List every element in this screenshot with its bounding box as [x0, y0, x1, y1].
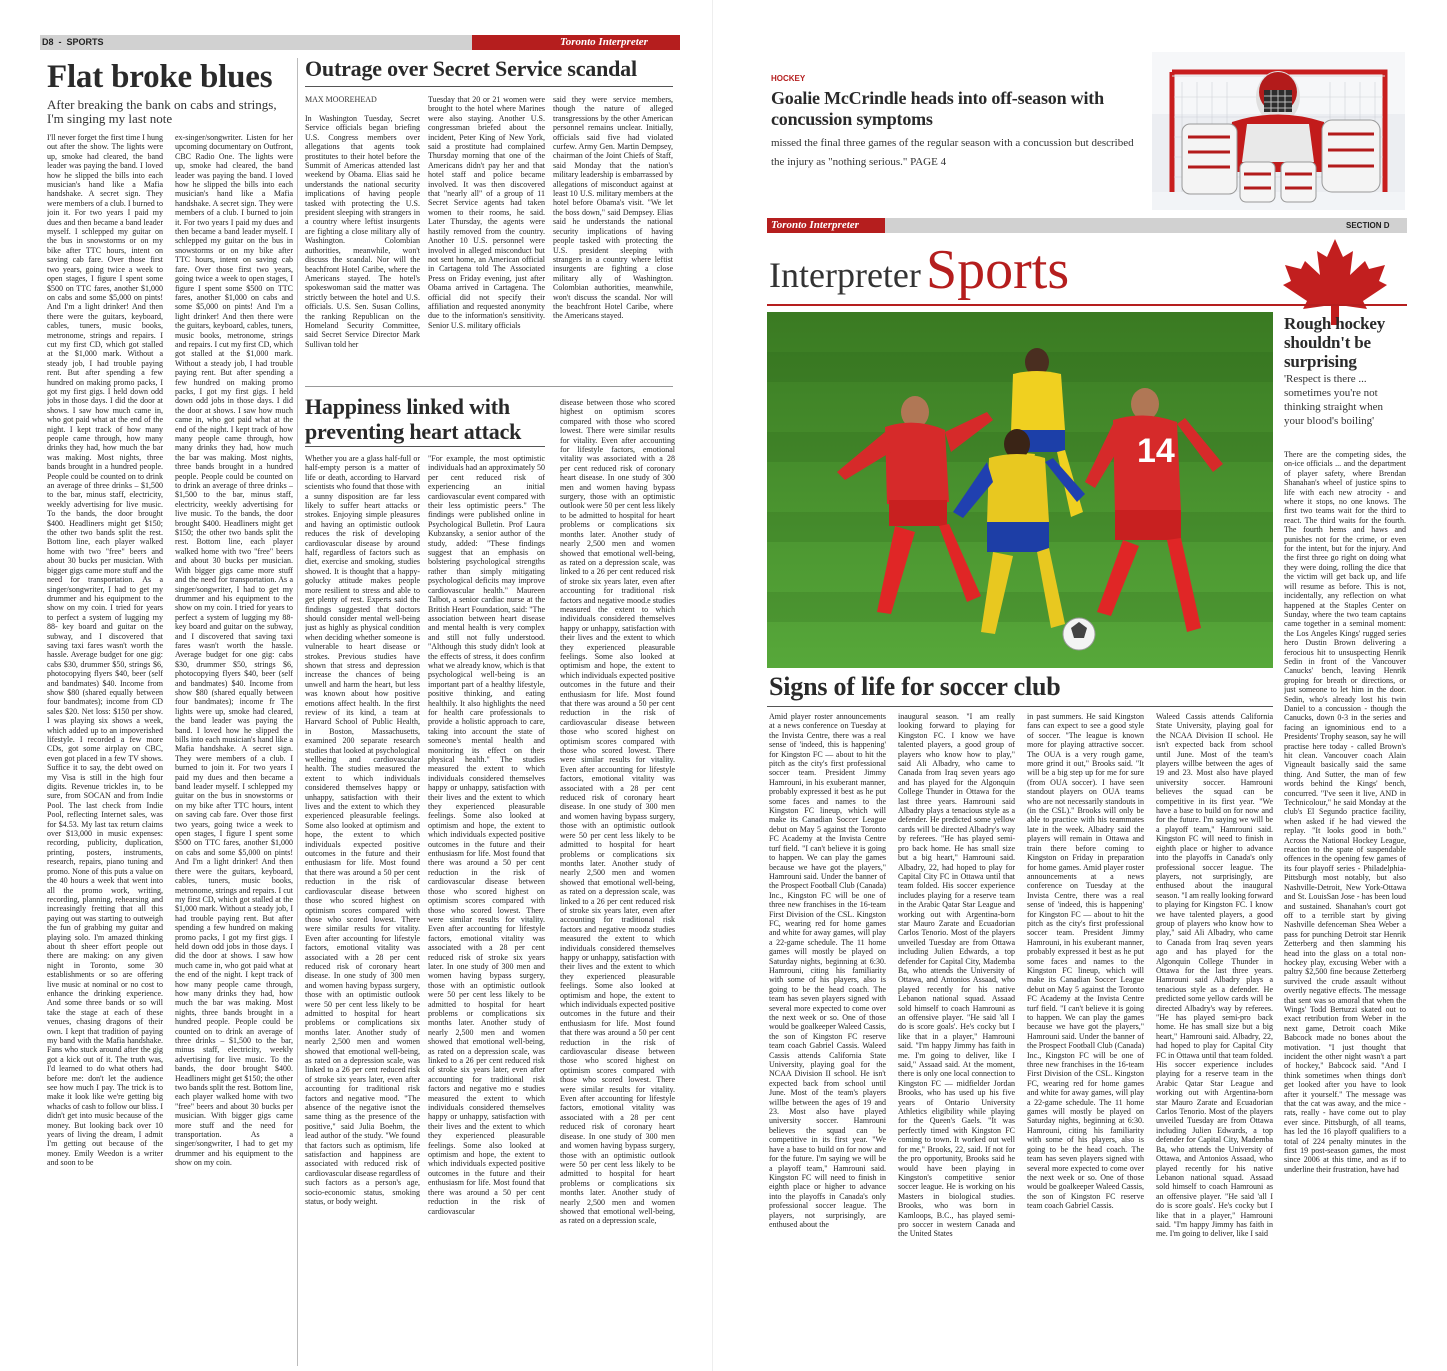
jersey-number: 14 — [1137, 432, 1175, 470]
teaser-body: missed the final three games of the regular season with a concussion but described the injury as "nothing serious." PAGE 4 — [771, 137, 1134, 168]
soccer-photo — [767, 312, 1273, 668]
secret-service-col2: Tuesday that 20 or 21 women were brought to the hotel where Marines were also staying. Another U.S. congressman briefed about the incident, Peter King of New York, said a prostitute had complained Thursday morning that one of the Americans didn't pay her and that hotel staff and police became involved. It was then discovered that "nearly all" of a group of 11 Secret Service agents had taken women to their rooms, he said. Later Thursday, the agents were hastily removed from the country. Another 10 U.S. personnel were involved in alleged misconduct but not sent home, an American official in Cartagena told The Associated Press on Friday evening, just after Obama arrived in Cartagena. The official did not specify their affiliation and requested anonymity due to the information's sensitivity. Senior U.S. military officials — [428, 95, 545, 330]
right-masthead: Toronto Interpreter — [771, 219, 859, 231]
left-masthead: Toronto Interpreter — [560, 36, 648, 48]
soccer-col4: Waleed Cassis attends California State University, playing goal for the NCAA Division II school. He isn't expected back from school until June. Most of the team's players willbe between the ages of 19 and 23. Most also have played university soccer. Hamrouni believes the squad can be competitive in its first year. "We have a base to build on for now and for the future. I'm saying we will be a playoff team," Hamrouni said. Kingston FC will need to finish in eighth place or higher to advance into the playoffs in Canada's only professional soccer league. The players, not surprisingly, are enthused about the inaugural season. "I am really looking forward to playing for Kingston FC. I know we have talented players, a good group of players who know how to play," said Ali Albadry, who came to Canada from Iraq seven years ago and has played for the Algonquin College Thunder in Ottawa for the last three years. Hamrouni said Albadry plays a tenacious style as a defender. He predicted some yellow cards will be directed Albadry's way by referees. "He has played semi-pro back home. He has small size but a big heart," Hamrouni said. Albadry, 22, had hoped to play for Capital City FC in Ottawa until that team folded. His soccer experience includes playing for a reserve team in the Arabic Qatar Star League and working out with Argentina-born star Mauro Zarate and Ecuadorian Carlos Tenorio. Most of the players unveiled Tuesday are from Ottawa including Julien Edwards, a top defender for Capital City, Mademba Ba, who attends the University of Ottawa, and Antonios Assaad, who played recently for his native Lebanon national squad. Assaad sold himself to coach Hamrouni as an offensive player. "He said 'all I do is score goals'. He's cocky but I like that in a player," Hamrouni said. "I'm happy Jimmy has faith in me. I'm going to deliver, like I said — [1156, 712, 1273, 1239]
page-folio: D8 - SPORTS — [42, 37, 104, 47]
sports-rule — [767, 304, 1407, 306]
happiness-headline: Happiness linked with preventing heart attack — [305, 394, 522, 444]
soccer-col3: in past summers. He said Kingston fans can expect to see a good style of soccer. "The league is known more for playing attractive soccer. The OUA is a very rough game, more grind it out," Brooks said. "It will be a big step up for me for sure (from OUA soccer). I have seen standout players on OUA teams who are not necessarily standouts in (in the CSL)." Brooks will only be able to practice with his teammates late in the week. Albadry said the players will remain in Ottawa and train there before coming to Kingston on Friday in preparation for home games. Amid player roster announcements at a news conference on Tuesday at the Invista Centre, there was a real sense of 'indeed, this is happening' for Kingston FC — about to hit the pitch as the city's first professional soccer team. President Jimmy Hamrouni, in his exuberant manner, probably expressed it best as he put some faces and names to the Kingston FC lineup, which will make its Canadian Soccer League debut on May 5 against the Toronto FC Academy at the Invista Centre turf field. "I can't believe it is going to happen. We can play the games because we have got the players," Hamrouni said. Under the banner of the Prospect Football Club (Canada) Inc., Kingston FC will be one of three new franchises in the 16-team First Division of the CSL. Kingston FC, wearing red for home games and white for away games, will play a 22-game schedule. The 11 home games will mostly be played on Saturday nights, beginning at 6:30. Hamrouni, citing his familiarity with some of his players, also is going to be the head coach. The team has seven players signed with several more expected to come over the next week or so. One of those would be goalkeeper Waleed Cassis, the son of Kingston FC reserve team coach Gabriel Cassis. — [1027, 712, 1144, 1211]
page-gutter — [712, 0, 713, 1371]
left-divider-1 — [297, 58, 298, 1366]
secret-service-col3: said they were service members, though the nature of alleged transgressions by the other American personnel remains unclear. Initially, officials said five had violated curfew. Army Gen. Martin Dempsey, chairman of the Joint Chiefs of Staff, said Monday that the nation's military leadership is embarrassed by allegations of misconduct against at least 10 U.S. military members at the hotel before Obama's visit. "We let the boss down," said Dempsey. Elias said he understands the national security implications of having people tasked with protecting the U.S. president sleeping with strangers in a country where leftist insurgents are fighting a close military ally of Washington. Colombian authorities, meanwhile, won't discuss the scandal. Nor will the beachfront Hotel Caribe, where the Americans stayed. — [553, 95, 673, 321]
flat-broke-headline: Flat broke blues — [47, 59, 273, 95]
section-label: SECTION D — [1346, 221, 1390, 230]
teaser-headline: Goalie McCrindle heads into off-season with concussion symptoms — [771, 88, 1104, 129]
flat-broke-deck: After breaking the bank on cabs and strings, I'm singing my last note — [47, 97, 277, 126]
sports-nameplate-left: Interpreter — [769, 255, 921, 295]
goalie-photo — [1152, 52, 1405, 210]
soccer-rule — [767, 706, 1273, 707]
secret-service-rule — [305, 86, 673, 87]
secret-service-col1: In Washington Tuesday, Secret Service officials began briefing U.S. Congress members over allegations that agents took prostitutes to their hotel before the Summit of Americas attended last weekend by Obama. Elias said he understands the national security implications of having people tasked with protecting the U.S. president sleeping with strangers in a country where leftist insurgents are fighting a close military ally of Washington. Colombian authorities, meanwhile, won't discuss the scandal. Nor will the beachfront Hotel Caribe, where the Americans stayed. The hotel's spokeswoman said the matter was strictly between the hotel and U.S. officials. U.S. Sen. Susan Collins, the ranking Republican on the Homeland Security Committee, said Secret Service Director Mark Sullivan told her — [305, 114, 420, 349]
happiness-col1: Whether you are a glass half-full or half-empty person is a matter of life or death, according to Harvard scientists who found that those with a sunny disposition are far less likely to suffer heart attacks or strokes. Enjoying simple pleasures and having an optimistic outlook reduces the risk of developing cardiovascular disease by around half, regardless of factors such as diet, exercise and smoking, studies showed. It is thought that a happy-golucky attitude makes people more resilient to stress and able to get plenty of rest. Experts said the findings suggested that doctors should consider mental well-being just as highly as physical condition when deciding whether someone is vulnerable to heart disease or strokes. Previous studies have shown that stress and depression increase the chances of being unwell and harm the heart, but less was known about how positive emotions affect health. In the first review of its kind, a team at Harvard School of Public Health, in Boston, Massachusetts, examined 200 separate research studies that looked at psychological wellbeing and cardiovascular health. The studies measured the extent to which individuals considered themselves happy or unhappy, satisfaction with their lives and the extent to which they experienced pleasurable feelings. Some also looked at optimism and hope, the extent to which individuals expected positive outcomes in the future and their enthusiasm for life. Most found that there was around a 50 per cent reduction in the risk of cardiovascular disease between those who scored highest on optimism scores compared with those who scored lowest. There were similar results for vitality. Even after accounting for lifestyle factors, emotional vitality was associated with a 28 per cent reduced risk of coronary heart disease. In one study of 300 men and women having bypass surgery, those with an optimistic outlook were 50 per cent less likely to be admitted to hospital for heart problems or complications six months later. Another study of nearly 2,500 men and women showed that emotional well-being, as rated on a depression scale, was linked to a 26 per cent reduced risk of stroke six years later, even after accounting for traditional risk factors and negative mood. "The absence of the negative isnot the same thing as the presence of the positive," said Julia Boehm, the lead author of the study. "We found that factors such as optimism, life satisfaction and happiness are associated with reduced risk of cardiovascular disease regardless of such factors as a person's age, socio-economic status, smoking status, or body weight. — [305, 454, 420, 1207]
sports-nameplate-right: Sports — [926, 239, 1070, 301]
soccer-headline: Signs of life for soccer club — [769, 672, 1061, 701]
rough-hockey-deck: 'Respect is there ... sometimes you're not thinking straight when your blood's boiling' — [1284, 373, 1383, 427]
happiness-col2: "For example, the most optimistic individuals had an approximately 50 per cent reduced risk of experiencing an initial cardiovascular event compared with their less optimistic peers." The findings were published online in Psychological Bulletin. Prof Laura Kubzansky, a senior author of the study, added: "These findings suggest that an emphasis on bolstering psychological strengths rather than simply mitigating psychological deficits may improve cardiovascular health." Maureen Talbot, a senior cardiac nurse at the British Heart Foundation, said: "The association between heart disease and mental health is very complex and still not fully understood. "Although this study didn't look at the effects of stress, it does confirm what we already know, which is that psychological well-being is an important part of a healthy lifestyle, positive thinking, and eating healthily. It also highlights the need for health care professionals to provide a holistic approach to care, taking into account the state of someone's mental health and monitoring its effect on their physical health." The studies measured the extent to which individuals considered themselves happy or unhappy, satisfaction with their lives and the extent to which they experienced pleasurable feelings. Some also looked at optimism and hope, the extent to which individuals expected positive outcomes in the future and their enthusiasm for life. Most found that there was around a 50 per cent reduction in the risk of cardiovascular disease between those who scored highest on optimism scores compared with those who scored lowest. There were similar results for vitality. Even after accounting for lifestyle factors, emotional vitality was associated with a 28 per cent reduced risk of stroke six years later. In one study of 300 men and women having bypass surgery, those with an optimistic outlook were 50 per cent less likely to be admitted to hospital for heart problems or complications six months later. Another study of nearly 2,500 men and women showed that emotional well-being, as rated on a depression scale, was linked to a 26 per cent reduced risk of stroke six years later, even after accounting for traditional risk factors and negative mo e studies measured the extent to which individuals considered themselves happy or unhappy, satisfaction with their lives and the extent to which they experienced pleasurable feelings. Some also looked at optimism and hope, the extent to which individuals expected positive outcomes in the future and their enthusiasm for life. Most found that there was around a 50 per cent reduction in the risk of cardiovascular — [428, 454, 545, 1216]
soccer-col1: Amid player roster announcements at a news conference on Tuesday at the Invista Centre, there was a real sense of 'indeed, this is happening' for Kingston FC — about to hit the pitch as the city's first professional soccer team. President Jimmy Hamrouni, in his exuberant manner, probably expressed it best as he put some faces and names to the Kingston FC lineup, which will make its Canadian Soccer League debut on May 5 against the Toronto FC Academy at the Invista Centre turf field. "I can't believe it is going to happen. We can play the games because we have got the players," Hamrouni said. Under the banner of the Prospect Football Club (Canada) Inc., Kingston FC will be one of three new franchises in the 16-team First Division of the CSL. Kingston FC, wearing red for home games and white for away games, will play a 22-game schedule. The 11 home games will mostly be played on Saturday nights, beginning at 6:30. Hamrouni, citing his familiarity with some of his players, also is going to be the head coach. The team has seven players signed with several more expected to come over the next week or so. One of those would be goalkeeper Waleed Cassis, the son of Kingston FC reserve team coach Gabriel Cassis. Waleed Cassis attends California State University, playing goal for the NCAA Division II school. He isn't expected back from school until June. Most of the team's players willbe between the ages of 19 and 23. Most also have played university soccer. Hamrouni believes the squad can be competitive in its first year. "We have a base to build on for now and for the future. I'm saying we will be a playoff team," Hamrouni said. Kingston FC will need to finish in eighth place or higher to advance into the playoffs in Canada's only professional soccer league. The players, not surprisingly, are enthused about the — [769, 712, 886, 1229]
teaser-kicker: HOCKEY — [771, 74, 806, 83]
happiness-rule — [305, 446, 545, 447]
soccer-col2: inaugural season. "I am really looking forward to playing for Kingston FC. I know we have talented players, a good group of players who know how to play," said Ali Albadry, who came to Canada from Iraq seven years ago and has played for the Algonquin College Thunder in Ottawa for the last three years. Hamrouni said Albadry plays a tenacious style as a defender. He predicted some yellow cards will be directed Albadry's way by referees. "He has played semi-pro back home. He has small size but a big heart," Hamrouni said. Albadry, 22, had hoped to play for Capital City FC in Ottawa until that team folded. His soccer experience includes playing for a reserve team in the Arabic Qatar Star League and working out with Argentina-born star Mauro Zarate and Ecuadorian Carlos Tenorio. Most of the players unveiled Tuesday are from Ottawa including Julien Edwards, a top defender for Capital City, Mademba Ba, who attends the University of Ottawa, and Antonios Assaad, who played recently for his native Lebanon national squad. Assaad sold himself to coach Hamrouni as an offensive player. "He said 'all I do is score goals'. He's cocky but I like that in a player," Hamrouni said. "I'm happy Jimmy has faith in me. I'm going to deliver, like I said," Assaad said. At the moment, there is only one local connection to Kingston FC — midfielder Jordan Brooks, who has used up his five years of Ontario University Athletics eligibility while playing for the Queen's Gaels. "It was perfectly timed with Kingston FC coming to town. It worked out well for me," Brooks, 22, said. If not for the pro opportunity, Brooks said he would have been playing in Kingston's competitive senior soccer league. He is working on his Masters in biological studies. Brooks, who was born in Kamloops, B.C., has played semi-pro soccer in western Canada and the United States — [898, 712, 1015, 1239]
happiness-col3: disease between those who scored highest on optimism scores compared with those who scored lowest. There were similar results for vitality. Even after accounting for lifestyle factors, emotional vitality was associated with a 28 per cent reduced risk of coronary heart disease. In one study of 300 men and women having bypass surgery, those with an optimistic outlook were 50 per cent less likely to be admitted to hospital for heart problems or complications six months later. Another study of nearly 2,500 men and women showed that emotional well-being, as rated on a depression scale, was linked to a 26 per cent reduced risk of stroke six years later, even after accounting for traditional risk factors and negative mood.e studies measured the extent to which individuals considered themselves happy or unhappy, satisfaction with their lives and the extent to which they experienced pleasurable feelings. Some also looked at optimism and hope, the extent to which individuals expected positive outcomes in the future and their enthusiasm for life. Most found that there was around a 50 per cent reduction in the risk of cardiovascular disease between those who scored highest on optimism scores compared with those who scored lowest. There were similar results for vitality. Even after accounting for lifestyle factors, emotional vitality was associated with a 28 per cent reduced risk of coronary heart disease. In one study of 300 men and women having bypass surgery, those with an optimistic outlook were 50 per cent less likely to be admitted to hospital for heart problems or complications six months later. Another study of nearly 2,500 men and women showed that emotional well-being, as rated on a depression scale, was linked to a 26 per cent reduced risk of stroke six years later, even after accounting for traditional risk factors and negative moodz studies measured the extent to which individuals considered themselves happy or unhappy, satisfaction with their lives and the extent to which they experienced pleasurable feelings. Some also looked at optimism and hope, the extent to which individuals expected positive outcomes in the future and their enthusiasm for life. Most found that there was around a 50 per cent reduction in the risk of cardiovascular disease between those who scored highest on optimism scores compared with those who scored lowest. There were similar results for vitality. Even after accounting for lifestyle factors, emotional vitality was associated with a 28 per cent reduced risk of coronary heart disease. In one study of 300 men and women having bypass surgery, those with an optimistic outlook were 50 per cent less likely to be admitted to hospital for heart problems or complications six months later. Another study of nearly 2,500 men and women showed that emotional well-being, as rated on a depression scale, — [560, 398, 675, 1226]
flat-broke-col2: ex-singer/songwriter. Listen for her upcoming documentary on Outfront, CBC Radio One. The lights were up, smoke had cleared, the band leader was paying the band. I loved how he slipped the bills into each musician's hand like a Mafia handshake. A secret sign. They were members of a club. I burned to join it. For two years I paid my dues and then became a band leader myself. I schlepped my guitar on the bus in snowstorms or on my bike after TTC hours, intent on saving cab fare. Over those first two years, going twice a week to open stages, I figure I spent some $500 on TTC fares, another $1,000 on cabs and some $5,000 on pints! And I'm a light drinker! And then there were the guitars, keyboard, cables, tuners, music books, metronome, strings and repairs. I cut my first CD, which got stalled at the $1,000 mark. Without a steady job, I had trouble paying rent. But after spending a few hundred on making promo packs, I got my first gigs. I held down odd jobs in those days. I did the door at shows. I saw how much came in, who got paid what at the end of the night. I kept track of how many people came through, how many drinks they had, how much the bar was making. Most nights, three bands brought in a hundred people. People could be counted on to drink an average of three drinks – $1,500 to the bar, minus staff, electricity, weekly advertising for live music. To the bands, the door brought $400. Headliners might get $150; the other two bands split the rest. Bottom line, each player walked home with two "free" beers and about 30 bucks per musician. With bigger gigs came more stuff and the need for transportation. As a singer/songwriter, I had to get my drummer and his equipment to the show on my coin. I tried for years to perfect a system of lugging my 88- key board and guitar on the subway, and I discovered that saving taxi fares wasn't worth the hassle. Average budget for one gig: cabs $30, drummer $50, strings $6, photocopying flyers $40, beer (self and bandmates) $40. Income from show $80 (shared equally between four bandmates); income fr The lights were up, smoke had cleared, the band leader was paying the band. I loved how he slipped the bills into each musician's hand like a Mafia handshake. A secret sign. They were members of a club. I burned to join it. For two years I paid my dues and then became a band leader myself. I schlepped my guitar on the bus in snowstorms or on my bike after TTC hours, intent on saving cab fare. Over those first two years, going twice a week to open stages, I figure I spent some $500 on TTC fares, another $1,000 on cabs and some $5,000 on pints! And I'm a light drinker! And then there were the guitars, keyboard, cables, tuners, music books, metronome, strings and repairs. I cut my first CD, which got stalled at the $1,000 mark. Without a steady job, I had trouble paying rent. But after spending a few hundred on making promo packs, I got my first gigs. I held down odd jobs in those days. I did the door at shows. I saw how much came in, who got paid what at the end of the night. I kept track of how many people came through, how many drinks they had, how much the bar was making. Most nights, three bands brought in a hundred people. People could be counted on to drink an average of three drinks – $1,500 to the bar, minus staff, electricity, weekly advertising for live music. To the bands, the door brought $400. Headliners might get $150; the other two bands split the rest. Bottom line, each player walked home with two "free" beers and about 30 bucks per musician. With bigger gigs came more stuff and the need for transportation. As a singer/songwriter, I had to get my drummer and his equipment to the show on my coin. — [175, 133, 293, 1168]
rough-hockey-headline: Rough hockey shouldn't be surprising — [1284, 314, 1386, 371]
rough-hockey-body: There are the competing sides, the on-ice officials ... and the department of player safety, where Brendan Shanahan's wheel of justice spins to life with each new atrocity - and where it stops, no one knows. The first two teams wait for the third to react. The third waits for the fourth. The fourth hems and haws and punishes not for the crime, or even for the intent, but for the injury. And the first three go right on doing what they were doing, rolling the dice that the victim will get back up, and life will resume as before. This is not, incidentally, any reflection on what happened at the Staples Center on Sunday, where the two team captains came together in a seminal moment: the Los Angeles Kings' rugged series hero Dustin Brown delivering a ferocious hit to unsuspecting Henrik Sedin in front of the Vancouver Canucks' bench, leaving Henrik groping for breath or directions, or just someone to let him in the door. Sedin, who's already lost his twin Daniel to a concussion - though the Canucks, down 0-3 in the series and facing an ignominious end to a Presidents' Trophy season, say he will practise here today - called Brown's hit clean. Vancouver coach Alain Vigneault basically said the same thing. And Sutter, the man of few words behind the Kings' bench, concurred. "I've seen it live, AND in Technicolour," he said Monday at the club's El Segundo practice facility, when asked if he had viewed the replay. "It looks good in both." Across the National Hockey League, reaction to the spate of suspendable offences in the opening few games of its four playoff series - Philadelphia-Pittsburgh most notably, but also Nashville-Detroit, New York-Ottawa and St. LouisSan Jose - has been loud and sustained. Shanahan's court got off to a terrible start by giving Nashville defenceman Shea Weber a pass for punching Detroit star Henrik Zetterberg and then slamming his head into the glass on a total non-hockey play, excusing Weber with a paltry $2,500 fine because Zetterberg survived the crude assault without overtly negative effects. The message that sent was so amoral that when the Wings' Todd Bertuzzi skated out to exact retribution from Weber in the next game, Detroit coach Mike Babcock made no bones about the motivation. "I just thought that incident the other night wasn't a part of hockey," Babcock said. "And I think sometimes when things don't get looked after you have to look after it yourself." The message was that the cat was away, and the mice - rats, really - have come out to play ever since. Pittsburgh, of all teams, has led the 16 playoff qualifiers to a total of 224 penalty minutes in the first 19 post-season games, the most since 2006 at this time, and as if to underline their frustration, have had — [1284, 450, 1406, 1174]
secret-service-byline: MAX MOOREHEAD — [305, 95, 377, 104]
flat-broke-col1: I'll never forget the first time I hung out after the show. The lights were up, smoke had cleared, the band leader was paying the band. I loved how he slipped the bills into each musician's hand like a Mafia handshake. A secret sign. They were members of a club. I burned to join it. For two years I paid my dues and then became a band leader myself. I schlepped my guitar on the bus in snowstorms or on my bike after TTC hours, intent on saving cab fare. Over those first two years, going twice a week to open stages, I figure I spent some $500 on TTC fares, another $1,000 on cabs and some $5,000 on pints! And I'm a light drinker! And then there were the guitars, keyboard, cables, tuners, music books, metronome, strings and repairs. I cut my first CD, which got stalled at the $1,000 mark. Without a steady job, I had trouble paying rent. But after spending a few hundred on making promo packs, I got my first gigs. I held down odd jobs in those days. I did the door at shows. I saw how much came in, who got paid what at the end of the night. I kept track of how many people came through, how many drinks they had, how much the bar was making. Most nights, three bands brought in a hundred people. People could be counted on to drink an average of three drinks – $1,500 to the bar, minus staff, electricity, weekly advertising for live music. To the bands, the door brought $400. Headliners might get $150; the other two bands split the rest. Bottom line, each player walked home with two "free" beers and about 30 bucks per musician. With bigger gigs came more stuff and the need for transportation. As a singer/songwriter, I had to get my drummer and his equipment to the show on my coin. I tried for years to perfect a system of lugging my 88- key board and guitar on the subway, and I discovered that saving taxi fares wasn't worth the hassle. Average budget for one gig: cabs $30, drummer $50, strings $6, photocopying flyers $40, beer (self and bandmates) $40. Income from show $80 (shared equally between four bandmates); income from CD sales $20. Net loss: $150 per show. I was playing six shows a week, which added up to an impoverished lifestyle. I recorded a few more CDs, got some airplay on CBC, even got placed in a few TV shows. Suffice it to say, the debt owed on my Visa is still in the high four digits. Revenue trickles in, to be sure, from SOCAN and from Indie Pool. The last check from Indie Pool, reflecting Internet sales, was for $4.53. My last tax return claims over $13,000 in music expenses: recording, publicity, duplication, printing, posters, instruments, research, repairs, piano tuning and promo. None of this puts a value on the 40 hours a week that went into all the promo work, writing, recording, planning, rehearsing and increasingly fretting that all this paying out was starting to outweigh the fun of grabbing my guitar and playing solo. I'm amazed thinking about th sheer effort people out there are making: on any given night in Toronto, some 30 establishments or so are offering live music at nominal or no cost to enhance the drinking experience. And some three bands or so will take the stage at each of these venues, chasing dragons of their own. I kept that tradition of paying my band with the Mafia handshake. Fans who stuck around after the gig got a kick out of it. The truth was, I'd learned to do what others had before me: don't let the audience see how much I pay. The trick is to make it look like we're getting big whacks of cash to follow our bliss. I didn't get into music because of the money. But looking back over 10 years of living the dream, I admit I'm getting out because of the money. Emily Weedon is a writer and soon to be — [47, 133, 163, 1168]
section-rule — [305, 386, 673, 387]
maple-leaf-icon — [1275, 235, 1395, 325]
secret-service-headline: Outrage over Secret Service scandal — [305, 56, 637, 81]
